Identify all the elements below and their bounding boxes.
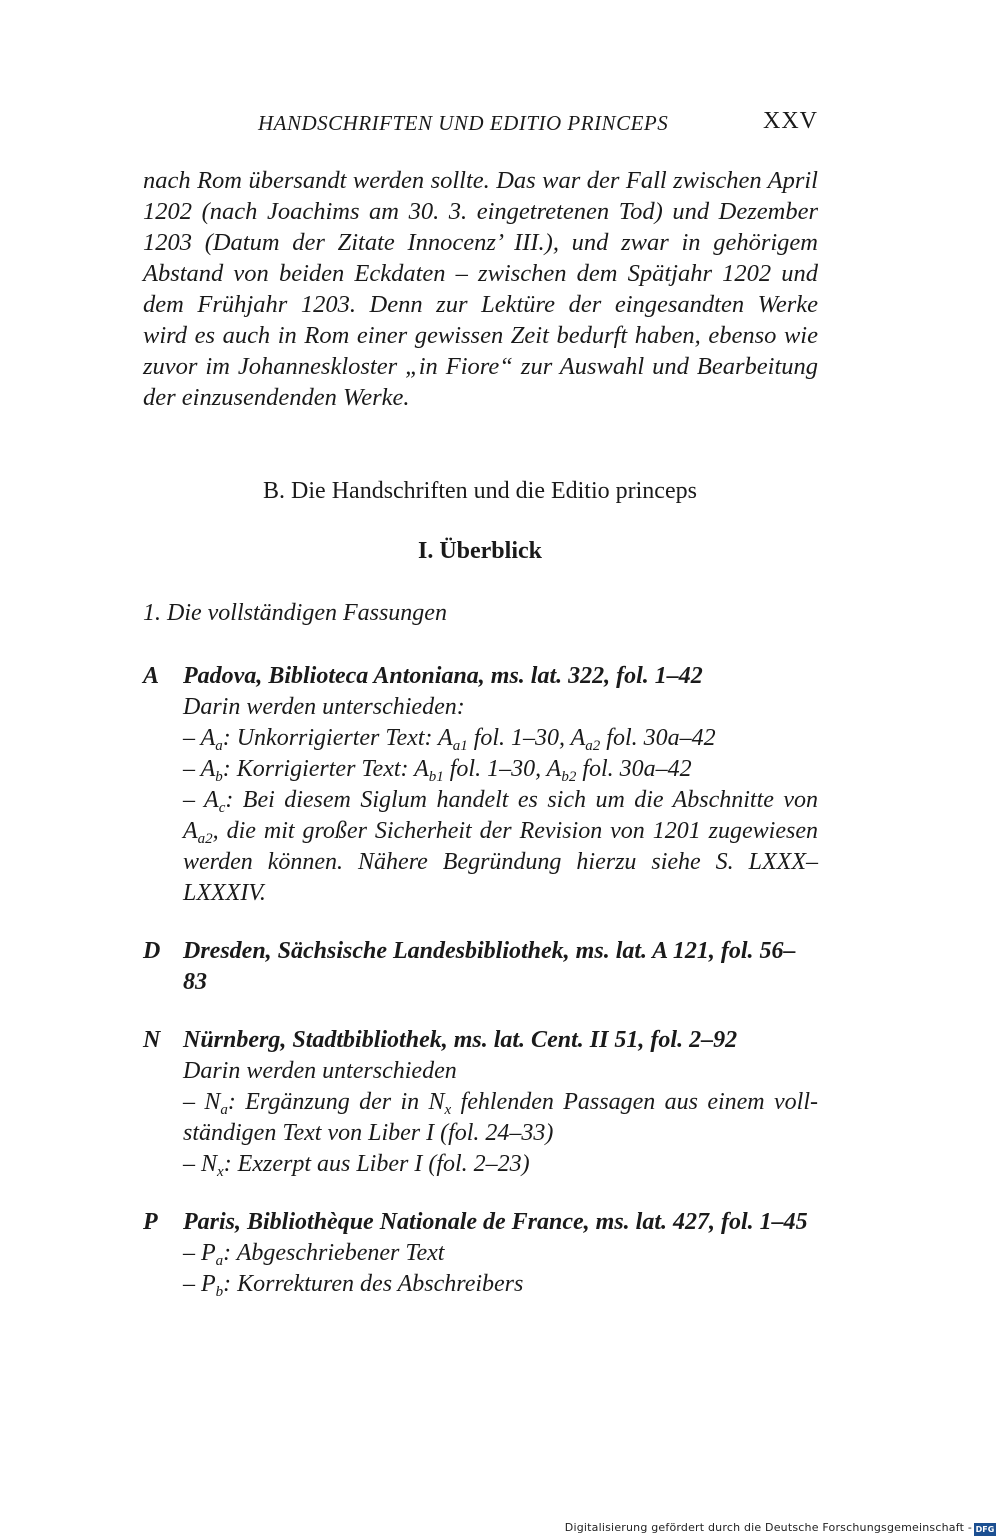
- manuscript-title: 83: [183, 969, 207, 995]
- entry-content: [183, 1207, 818, 1300]
- entry-intro: Darin werden unterschieden: [183, 1058, 457, 1084]
- entry-content: [183, 936, 818, 998]
- digitization-credit: Digitalisierung gefördert durch die Deutsche Forschungsgemeinschaft -: [564, 1521, 972, 1534]
- variant-line: – $A_b$: Korrigierter Text: $A_{b1}$ fol. 1–30, $A_{b2}$ fol. 30a–42: [183, 756, 692, 785]
- body-paragraph: [143, 165, 818, 413]
- siglum: A: [143, 663, 160, 689]
- variant-line: – $A_c$: Bei diesem Siglum handelt es sich um die Abschnitte von: [183, 787, 818, 816]
- variant-line: werden können. Nähere Begründung hierzu siehe S. LXXX–: [183, 849, 818, 875]
- paragraph-line: Abstand von beiden Eckdaten – zwischen dem Spätjahr 1202 und: [143, 260, 818, 287]
- manuscript-title: Nürnberg, Stadtbibliothek, ms. lat. Cent. II 51, fol. 2–92: [183, 1027, 738, 1053]
- variant-line: $A_{a2}$, die mit großer Sicherheit der Revision von 1201 zugewiesen: [183, 818, 818, 847]
- manuscript-entry-d: [143, 936, 818, 998]
- variant-line: LXXXIV.: [183, 880, 266, 906]
- manuscript-entry-a: [143, 661, 818, 909]
- entry-content: [183, 661, 818, 909]
- dfg-logo: DFG: [975, 1525, 995, 1534]
- manuscript-title: Padova, Biblioteca Antoniana, ms. lat. 322, fol. 1–42: [183, 663, 703, 689]
- manuscript-title: Paris, Bibliothèque Nationale de France, ms. lat. 427, fol. 1–45: [183, 1209, 808, 1235]
- variant-line: ständigen Text von Liber I (fol. 24–33): [183, 1120, 554, 1146]
- manuscript-title: Dresden, Sächsische Landesbibliothek, ms. lat. A 121, fol. 56–: [183, 938, 796, 964]
- subsection-title: 1. Die vollständigen Fassungen: [143, 600, 447, 626]
- siglum: P: [143, 1209, 158, 1235]
- subsection-heading: I. Überblick: [417, 538, 542, 564]
- entry-content: [183, 1025, 818, 1180]
- section-heading: B. Die Handschriften und die Editio princeps: [263, 478, 697, 504]
- running-head: HANDSCHRIFTEN UND EDITIO PRINCEPS: [258, 111, 669, 135]
- variant-line: – $N_a$: Ergänzung der in $N_x$ fehlenden Passagen aus einem voll-: [183, 1089, 818, 1118]
- siglum: D: [143, 938, 161, 964]
- siglum: N: [143, 1027, 161, 1053]
- paragraph-line: wird es auch in Rom einer gewissen Zeit bedurft haben, ebenso wie: [143, 322, 818, 349]
- paragraph-line: zuvor im Johanneskloster „in Fiore“ zur Auswahl und Bearbeitung: [143, 353, 818, 380]
- paragraph-line: 1203 (Datum der Zitate Innocenz’ III.), und zwar in gehörigem: [143, 229, 818, 256]
- variant-line: – $N_x$: Exzerpt aus Liber I (fol. 2–23): [183, 1151, 530, 1180]
- variant-line: – $P_b$: Korrekturen des Abschreibers: [183, 1271, 524, 1300]
- paragraph-line: nach Rom übersandt werden sollte. Das war der Fall zwischen April: [143, 167, 818, 194]
- paragraph-line: der einzusendenden Werke.: [143, 384, 410, 411]
- entry-intro: Darin werden unterschieden:: [183, 694, 465, 720]
- variant-line: – $P_a$: Abgeschriebener Text: [183, 1240, 445, 1269]
- variant-line: – $A_a$: Unkorrigierter Text: $A_{a1}$ fol. 1–30, $A_{a2}$ fol. 30a–42: [183, 725, 716, 754]
- paragraph-line: 1202 (nach Joachims am 30. 3. eingetretenen Tod) und Dezember: [143, 198, 818, 225]
- paragraph-line: dem Frühjahr 1203. Denn zur Lektüre der eingesandten Werke: [143, 291, 818, 318]
- manuscript-entry-p: [143, 1207, 818, 1300]
- manuscript-entry-n: [143, 1025, 818, 1180]
- page-number: XXV: [763, 108, 818, 134]
